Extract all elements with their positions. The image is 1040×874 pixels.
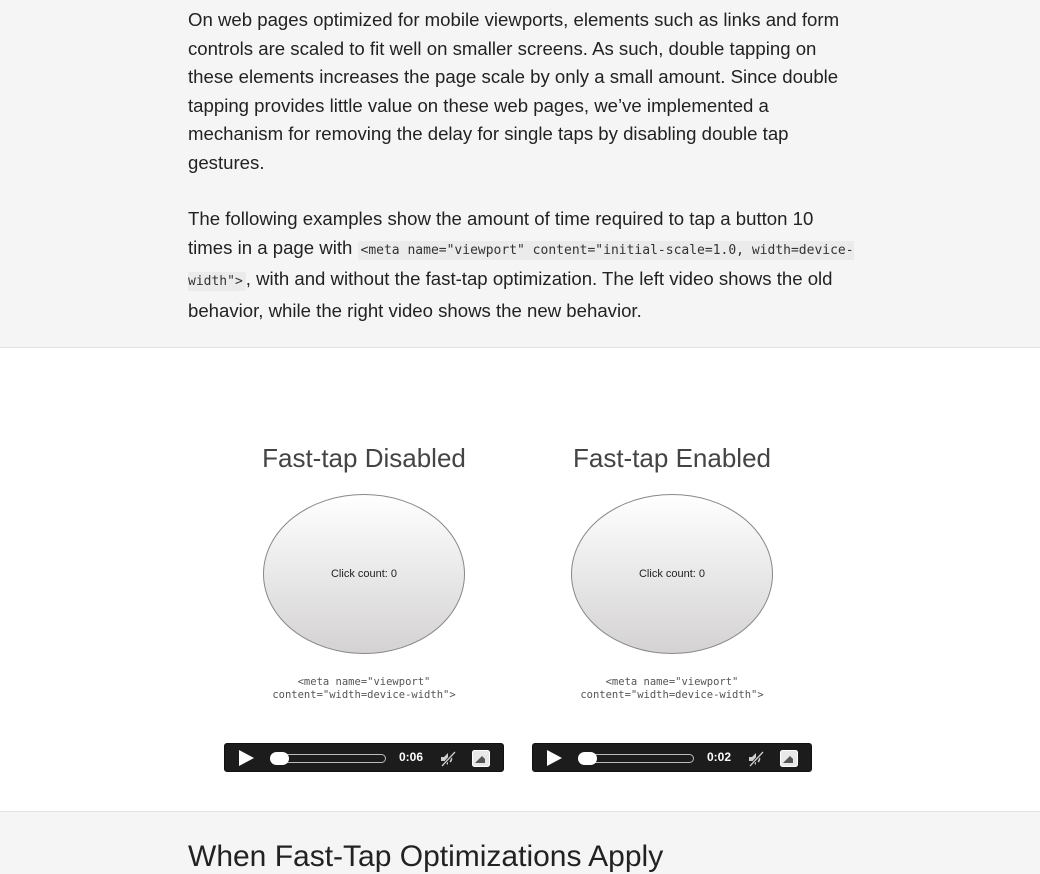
play-icon[interactable] [545,750,563,768]
meta-caption-line-2: content="width=device-width"> [272,689,456,701]
mute-icon-graphic [747,750,765,768]
mute-icon[interactable] [439,750,457,768]
paragraph-2-outro: , with and without the fast-tap optimization. The left video shows the old behavior, while the right video shows the new behavior. [188,268,833,321]
video-title-enabled: Fast-tap Enabled [572,443,771,473]
next-section [0,812,1040,873]
next-section-heading: When Fast-Tap Optimizations Apply [188,840,664,873]
seek-bar[interactable] [578,754,694,763]
fullscreen-icon[interactable] [780,750,798,767]
video-comparison-section [0,348,1040,812]
meta-caption-enabled [532,676,812,702]
click-count-button-disabled[interactable]: Click count: 0 [263,494,465,654]
video-fast-tap-enabled [532,438,812,702]
play-icon[interactable] [237,750,255,768]
meta-caption-line-2: content="width=device-width"> [580,689,764,701]
viewport-meta-code: <meta name="viewport" content="initial-scale=1.0, width=device-width"> [188,242,854,289]
article-paragraph-1: On web pages optimized for mobile viewports, elements such as links and form controls are scaled to fit well on smaller screens. As such, double tapping on these elements increases the page scale by only a small amount. Since double tapping provides little value on these web pages, we’ve implemented a mechanism for removing the delay for single taps by disabling double tap gestures. [188,9,840,173]
click-count-button-enabled[interactable]: Click count: 0 [571,494,773,654]
video-player-controls-enabled [532,743,812,772]
time-display: 0:02 [707,750,732,764]
fullscreen-icon-graphic [780,750,798,767]
fullscreen-icon-graphic [472,750,490,767]
mute-icon-graphic [439,750,457,768]
paragraph-2-intro: The following examples show the amount of time required to tap a button 10 times in a page with [188,208,814,258]
mute-icon[interactable] [747,750,765,768]
video-fast-tap-disabled [224,438,504,702]
meta-caption-line-1: <meta name="viewport" [297,676,431,688]
article-text-column [188,6,860,325]
video-title-disabled: Fast-tap Disabled [262,443,466,473]
article-text-section [0,0,1040,348]
article-paragraph-2 [188,205,860,325]
video-player-controls-disabled [224,743,504,772]
time-display: 0:06 [399,750,424,764]
fullscreen-icon[interactable] [472,750,490,767]
meta-caption-line-1: <meta name="viewport" [605,676,739,688]
meta-caption-disabled [224,676,504,702]
seek-thumb[interactable] [578,752,597,765]
seek-bar[interactable] [270,754,386,763]
seek-thumb[interactable] [270,752,289,765]
